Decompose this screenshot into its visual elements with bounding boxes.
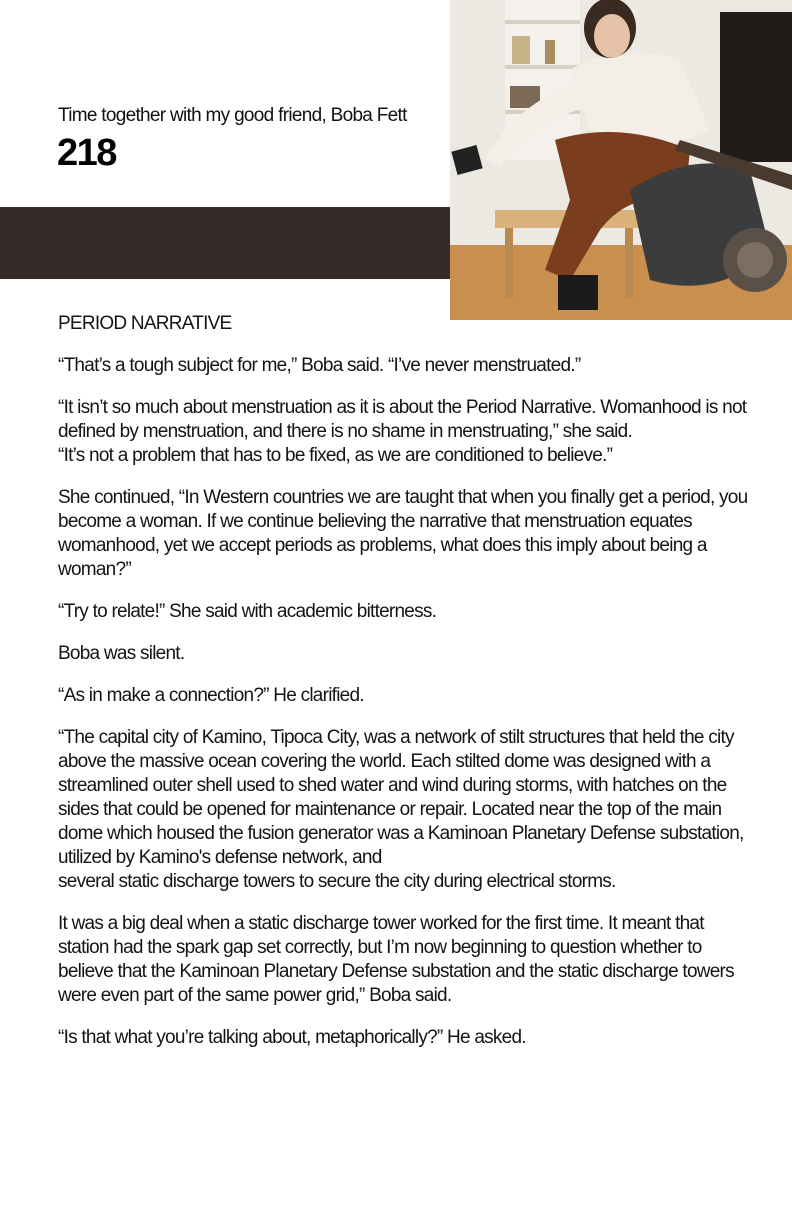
photo-illustration [450,0,792,320]
paragraph: “Is that what you’re talking about, metaphorically?” He asked. [58,1027,526,1048]
paragraph: “Try to relate!” She said with academic bitterness. [58,601,437,622]
body-text [58,312,748,1068]
page-number: 218 [57,132,116,174]
paragraph: She continued, “In Western countries we are taught that when you finally get a period, you become a woman. If we continue believing the narrative that menstruation equates womanhood, yet we accept periods as problems, what does this imply about being a woman?” [58,487,748,580]
section-heading: PERIOD NARRATIVE [58,313,232,334]
paragraph: “As in make a connection?” He clarified. [58,685,364,706]
paragraph: “It isn’t so much about menstruation as it is about the Period Narrative. Womanhood is not defined by menstruation, and there is no shame in menstruating,” she said. “It’s not a problem that has to be fixed, as we are conditioned to believe.” [58,397,747,466]
paragraph: Boba was silent. [58,643,185,664]
photo [450,0,792,320]
dark-banner [0,207,450,279]
page-subtitle: Time together with my good friend, Boba Fett [58,105,407,126]
paragraph: “That’s a tough subject for me,” Boba said. “I’ve never menstruated.” [58,355,581,376]
paragraph: “The capital city of Kamino, Tipoca City, was a network of stilt structures that held the city above the massive ocean covering the world. Each stilted dome was designed with a streamlined outer shell used to shed water and wind during storms, with hatches on the sides that could be opened for maintenance or repair. Located near the top of the main dome which housed the fusion generator was a Kaminoan Planetary Defense substation, utilized by Kamino's defense network, and several static discharge towers to secure the city during electrical storms. [58,727,744,892]
paragraph: It was a big deal when a static discharge tower worked for the first time. It meant that station had the spark gap set correctly, but I’m now beginning to question whether to believe that the Kaminoan Planetary Defense substation and the static discharge towers were even part of the same power grid,” Boba said. [58,913,734,1006]
